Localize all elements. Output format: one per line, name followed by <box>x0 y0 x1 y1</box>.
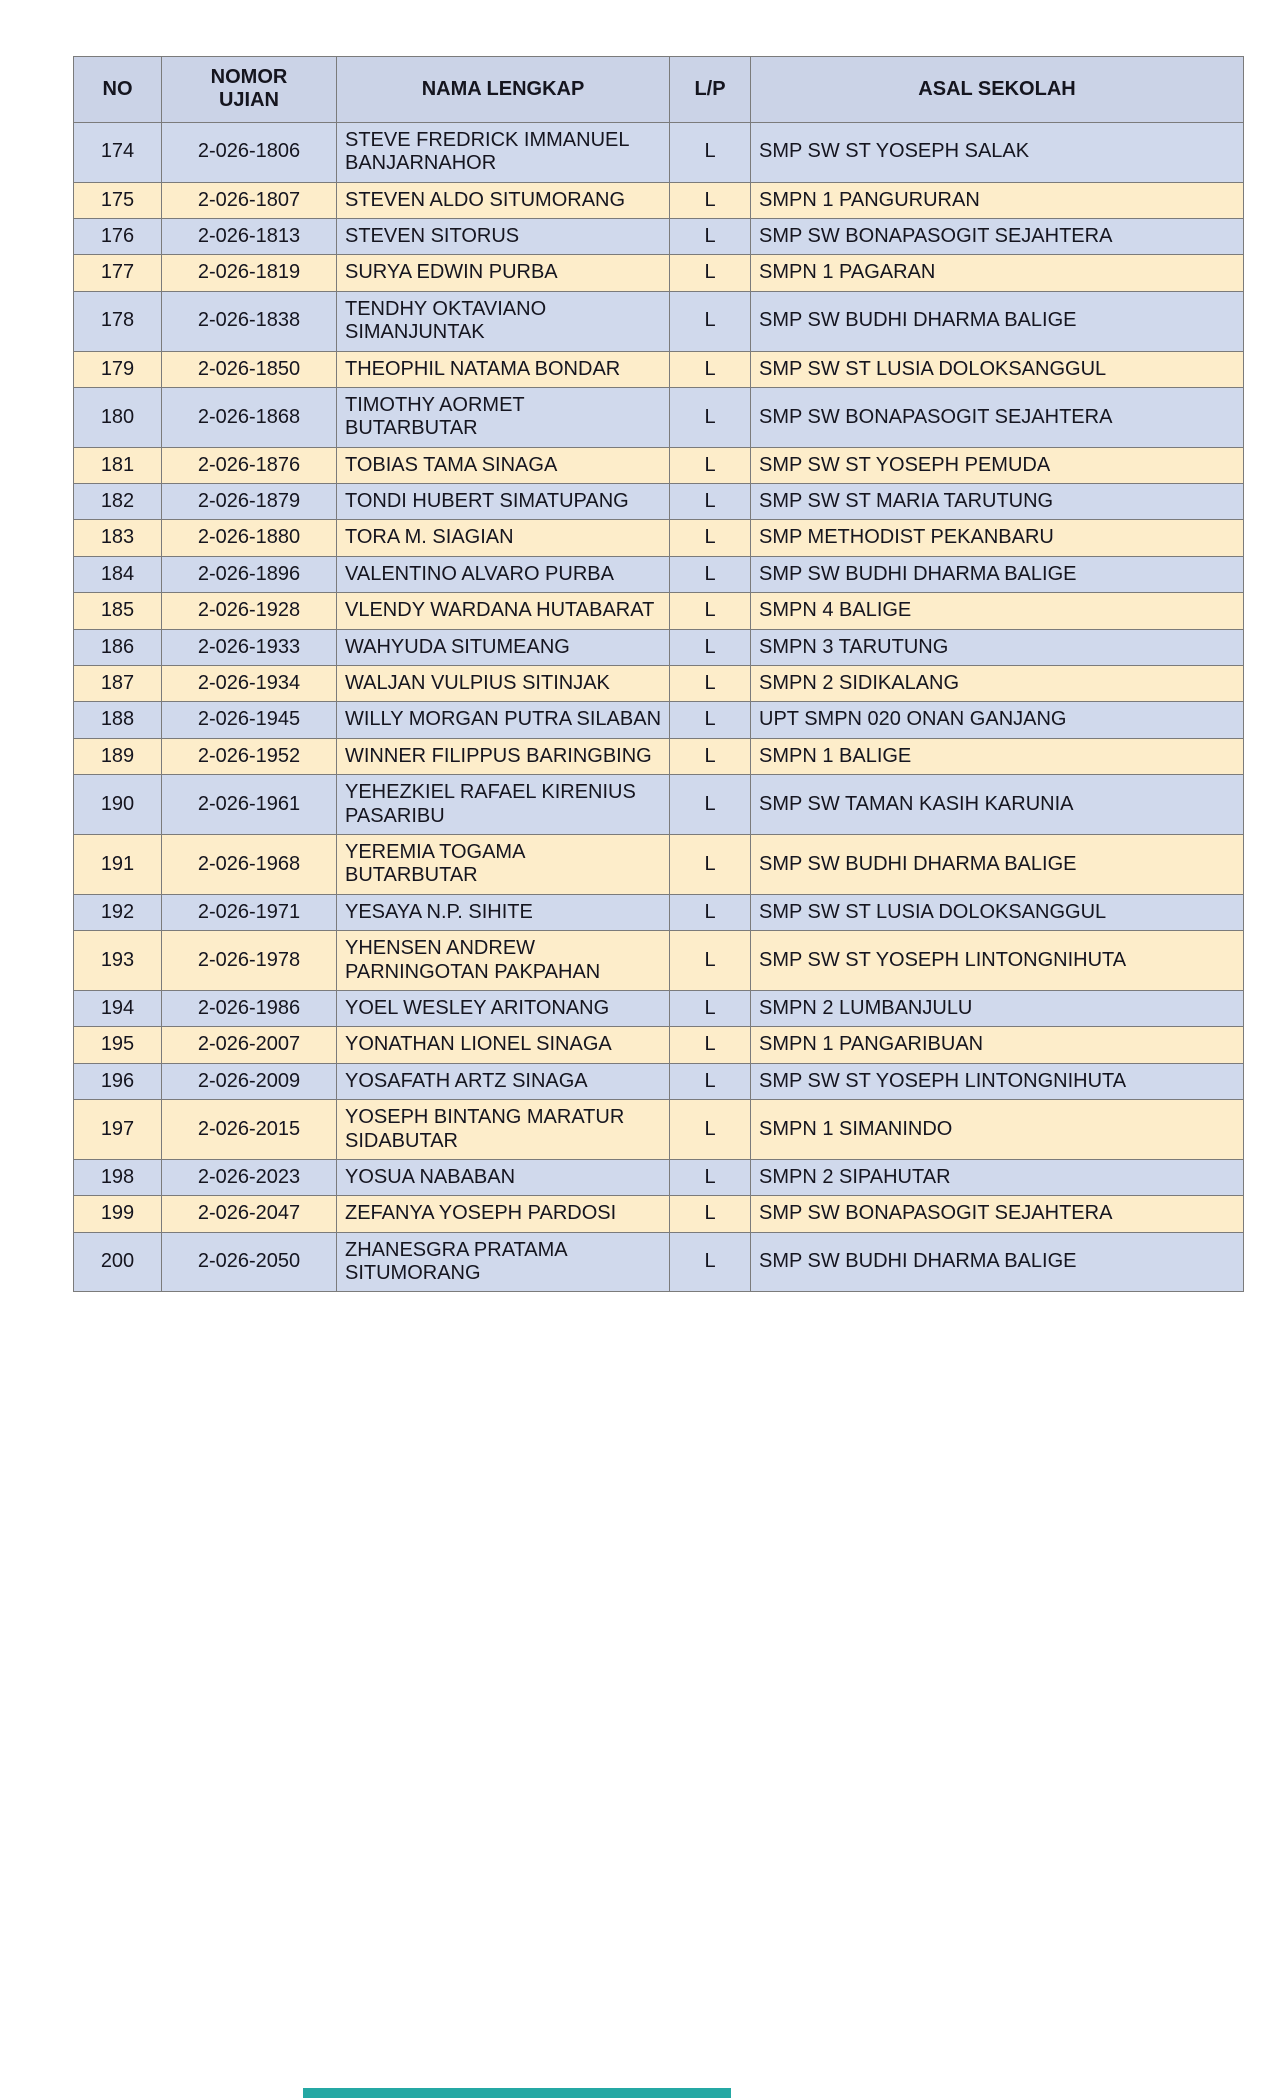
cell-nomor-ujian: 2-026-1807 <box>162 182 337 218</box>
cell-no: 186 <box>74 629 162 665</box>
cell-asal-sekolah: SMP SW ST MARIA TARUTUNG <box>751 484 1244 520</box>
cell-nama-lengkap: YOSEPH BINTANG MARATUR SIDABUTAR <box>337 1100 670 1160</box>
cell-asal-sekolah: SMP SW ST YOSEPH PEMUDA <box>751 447 1244 483</box>
cell-no: 193 <box>74 931 162 991</box>
cell-lp: L <box>670 1232 751 1292</box>
cell-lp: L <box>670 556 751 592</box>
cell-nomor-ujian: 2-026-1868 <box>162 387 337 447</box>
cell-asal-sekolah: UPT SMPN 020 ONAN GANJANG <box>751 702 1244 738</box>
cell-nomor-ujian: 2-026-1978 <box>162 931 337 991</box>
cell-lp: L <box>670 629 751 665</box>
cell-lp: L <box>670 1159 751 1195</box>
cell-no: 180 <box>74 387 162 447</box>
table-row <box>74 1232 1244 1292</box>
cell-lp: L <box>670 1027 751 1063</box>
cell-nama-lengkap: TONDI HUBERT SIMATUPANG <box>337 484 670 520</box>
cell-no: 195 <box>74 1027 162 1063</box>
cell-no: 178 <box>74 291 162 351</box>
cell-lp: L <box>670 1100 751 1160</box>
students-table <box>73 56 1244 1292</box>
cell-no: 190 <box>74 775 162 835</box>
cell-nama-lengkap: WILLY MORGAN PUTRA SILABAN <box>337 702 670 738</box>
cell-no: 183 <box>74 520 162 556</box>
table-row <box>74 629 1244 665</box>
table-row <box>74 593 1244 629</box>
cell-nama-lengkap: YOSAFATH ARTZ SINAGA <box>337 1063 670 1099</box>
cell-nomor-ujian: 2-026-1850 <box>162 351 337 387</box>
cell-nama-lengkap: TIMOTHY AORMET BUTARBUTAR <box>337 387 670 447</box>
cell-nama-lengkap: YEREMIA TOGAMA BUTARBUTAR <box>337 834 670 894</box>
table-row <box>74 1100 1244 1160</box>
cell-nomor-ujian: 2-026-2015 <box>162 1100 337 1160</box>
cell-nomor-ujian: 2-026-1819 <box>162 255 337 291</box>
table-row <box>74 894 1244 930</box>
cell-nomor-ujian: 2-026-1971 <box>162 894 337 930</box>
cell-lp: L <box>670 894 751 930</box>
table-row <box>74 122 1244 182</box>
cell-asal-sekolah: SMP SW BONAPASOGIT SEJAHTERA <box>751 1196 1244 1232</box>
cell-no: 199 <box>74 1196 162 1232</box>
cell-asal-sekolah: SMP SW ST YOSEPH SALAK <box>751 122 1244 182</box>
header-cell-lp: L/P <box>670 57 751 123</box>
cell-nomor-ujian: 2-026-1945 <box>162 702 337 738</box>
header-label-nomor-ujian: NOMOR UJIAN <box>210 66 288 112</box>
cell-asal-sekolah: SMP SW ST LUSIA DOLOKSANGGUL <box>751 894 1244 930</box>
table-row <box>74 182 1244 218</box>
cell-lp: L <box>670 255 751 291</box>
cell-asal-sekolah: SMPN 2 SIDIKALANG <box>751 666 1244 702</box>
cell-nama-lengkap: STEVE FREDRICK IMMANUEL BANJARNAHOR <box>337 122 670 182</box>
cell-lp: L <box>670 520 751 556</box>
cell-nomor-ujian: 2-026-2009 <box>162 1063 337 1099</box>
cell-nama-lengkap: STEVEN SITORUS <box>337 218 670 254</box>
cell-no: 182 <box>74 484 162 520</box>
cell-asal-sekolah: SMP SW BUDHI DHARMA BALIGE <box>751 834 1244 894</box>
cell-no: 194 <box>74 990 162 1026</box>
table-row <box>74 1063 1244 1099</box>
cell-asal-sekolah: SMP SW BONAPASOGIT SEJAHTERA <box>751 218 1244 254</box>
cell-nomor-ujian: 2-026-1838 <box>162 291 337 351</box>
footer-accent-bar <box>303 2088 731 2098</box>
table-row <box>74 775 1244 835</box>
cell-asal-sekolah: SMP SW TAMAN KASIH KARUNIA <box>751 775 1244 835</box>
cell-nama-lengkap: WAHYUDA SITUMEANG <box>337 629 670 665</box>
cell-no: 196 <box>74 1063 162 1099</box>
cell-lp: L <box>670 593 751 629</box>
cell-nama-lengkap: YESAYA N.P. SIHITE <box>337 894 670 930</box>
cell-nama-lengkap: VALENTINO ALVARO PURBA <box>337 556 670 592</box>
cell-lp: L <box>670 122 751 182</box>
cell-lp: L <box>670 182 751 218</box>
table-row <box>74 990 1244 1026</box>
cell-no: 189 <box>74 738 162 774</box>
cell-nama-lengkap: TOBIAS TAMA SINAGA <box>337 447 670 483</box>
table-row <box>74 738 1244 774</box>
cell-nomor-ujian: 2-026-1952 <box>162 738 337 774</box>
cell-nomor-ujian: 2-026-2050 <box>162 1232 337 1292</box>
cell-no: 181 <box>74 447 162 483</box>
cell-asal-sekolah: SMPN 4 BALIGE <box>751 593 1244 629</box>
cell-no: 187 <box>74 666 162 702</box>
cell-nomor-ujian: 2-026-1928 <box>162 593 337 629</box>
cell-lp: L <box>670 990 751 1026</box>
cell-asal-sekolah: SMPN 1 PAGARAN <box>751 255 1244 291</box>
table-row <box>74 1196 1244 1232</box>
cell-no: 185 <box>74 593 162 629</box>
cell-nomor-ujian: 2-026-1813 <box>162 218 337 254</box>
cell-nama-lengkap: TENDHY OKTAVIANO SIMANJUNTAK <box>337 291 670 351</box>
cell-no: 191 <box>74 834 162 894</box>
cell-nomor-ujian: 2-026-1880 <box>162 520 337 556</box>
cell-nama-lengkap: WINNER FILIPPUS BARINGBING <box>337 738 670 774</box>
cell-lp: L <box>670 775 751 835</box>
cell-nama-lengkap: ZEFANYA YOSEPH PARDOSI <box>337 1196 670 1232</box>
cell-nama-lengkap: VLENDY WARDANA HUTABARAT <box>337 593 670 629</box>
cell-nomor-ujian: 2-026-1961 <box>162 775 337 835</box>
cell-asal-sekolah: SMPN 1 PANGARIBUAN <box>751 1027 1244 1063</box>
cell-nomor-ujian: 2-026-1986 <box>162 990 337 1026</box>
cell-nama-lengkap: TORA M. SIAGIAN <box>337 520 670 556</box>
cell-asal-sekolah: SMP SW BUDHI DHARMA BALIGE <box>751 1232 1244 1292</box>
table-row <box>74 1159 1244 1195</box>
cell-nama-lengkap: STEVEN ALDO SITUMORANG <box>337 182 670 218</box>
table-header <box>74 57 1244 123</box>
table-row <box>74 556 1244 592</box>
table-row <box>74 255 1244 291</box>
cell-no: 197 <box>74 1100 162 1160</box>
cell-nama-lengkap: WALJAN VULPIUS SITINJAK <box>337 666 670 702</box>
cell-lp: L <box>670 387 751 447</box>
cell-no: 192 <box>74 894 162 930</box>
table-row <box>74 218 1244 254</box>
table-row <box>74 931 1244 991</box>
cell-nama-lengkap: SURYA EDWIN PURBA <box>337 255 670 291</box>
cell-nomor-ujian: 2-026-2047 <box>162 1196 337 1232</box>
cell-lp: L <box>670 484 751 520</box>
cell-no: 188 <box>74 702 162 738</box>
cell-nomor-ujian: 2-026-1879 <box>162 484 337 520</box>
table-row <box>74 834 1244 894</box>
table-row <box>74 666 1244 702</box>
cell-asal-sekolah: SMP METHODIST PEKANBARU <box>751 520 1244 556</box>
cell-no: 175 <box>74 182 162 218</box>
cell-no: 184 <box>74 556 162 592</box>
cell-nama-lengkap: YHENSEN ANDREW PARNINGOTAN PAKPAHAN <box>337 931 670 991</box>
cell-nomor-ujian: 2-026-2007 <box>162 1027 337 1063</box>
cell-lp: L <box>670 702 751 738</box>
cell-lp: L <box>670 738 751 774</box>
cell-nomor-ujian: 2-026-1876 <box>162 447 337 483</box>
cell-lp: L <box>670 1196 751 1232</box>
table-row <box>74 702 1244 738</box>
cell-lp: L <box>670 1063 751 1099</box>
cell-nomor-ujian: 2-026-1896 <box>162 556 337 592</box>
cell-nomor-ujian: 2-026-2023 <box>162 1159 337 1195</box>
table-body <box>74 122 1244 1292</box>
cell-nama-lengkap: YOSUA NABABAN <box>337 1159 670 1195</box>
cell-asal-sekolah: SMP SW ST YOSEPH LINTONGNIHUTA <box>751 1063 1244 1099</box>
cell-nomor-ujian: 2-026-1933 <box>162 629 337 665</box>
cell-nama-lengkap: YOEL WESLEY ARITONANG <box>337 990 670 1026</box>
cell-asal-sekolah: SMPN 3 TARUTUNG <box>751 629 1244 665</box>
table-row <box>74 351 1244 387</box>
cell-no: 198 <box>74 1159 162 1195</box>
cell-no: 174 <box>74 122 162 182</box>
cell-asal-sekolah: SMP SW ST LUSIA DOLOKSANGGUL <box>751 351 1244 387</box>
cell-nama-lengkap: ZHANESGRA PRATAMA SITUMORANG <box>337 1232 670 1292</box>
cell-nomor-ujian: 2-026-1806 <box>162 122 337 182</box>
cell-asal-sekolah: SMPN 1 SIMANINDO <box>751 1100 1244 1160</box>
table-row <box>74 520 1244 556</box>
cell-asal-sekolah: SMP SW BONAPASOGIT SEJAHTERA <box>751 387 1244 447</box>
cell-no: 176 <box>74 218 162 254</box>
cell-no: 179 <box>74 351 162 387</box>
header-cell-nama-lengkap: NAMA LENGKAP <box>337 57 670 123</box>
header-cell-nomor-ujian <box>162 57 337 123</box>
cell-asal-sekolah: SMPN 2 SIPAHUTAR <box>751 1159 1244 1195</box>
cell-nama-lengkap: THEOPHIL NATAMA BONDAR <box>337 351 670 387</box>
table-row <box>74 484 1244 520</box>
cell-asal-sekolah: SMP SW BUDHI DHARMA BALIGE <box>751 291 1244 351</box>
header-cell-no: NO <box>74 57 162 123</box>
cell-nama-lengkap: YONATHAN LIONEL SINAGA <box>337 1027 670 1063</box>
table-row <box>74 447 1244 483</box>
table-row <box>74 1027 1244 1063</box>
table-row <box>74 291 1244 351</box>
cell-lp: L <box>670 291 751 351</box>
cell-lp: L <box>670 351 751 387</box>
cell-asal-sekolah: SMP SW ST YOSEPH LINTONGNIHUTA <box>751 931 1244 991</box>
table-header-row <box>74 57 1244 123</box>
cell-asal-sekolah: SMPN 2 LUMBANJULU <box>751 990 1244 1026</box>
cell-nomor-ujian: 2-026-1934 <box>162 666 337 702</box>
cell-asal-sekolah: SMP SW BUDHI DHARMA BALIGE <box>751 556 1244 592</box>
cell-lp: L <box>670 218 751 254</box>
cell-lp: L <box>670 666 751 702</box>
cell-no: 200 <box>74 1232 162 1292</box>
header-cell-asal-sekolah: ASAL SEKOLAH <box>751 57 1244 123</box>
cell-no: 177 <box>74 255 162 291</box>
table-row <box>74 387 1244 447</box>
cell-lp: L <box>670 834 751 894</box>
cell-nomor-ujian: 2-026-1968 <box>162 834 337 894</box>
cell-lp: L <box>670 447 751 483</box>
cell-asal-sekolah: SMPN 1 PANGURURAN <box>751 182 1244 218</box>
cell-asal-sekolah: SMPN 1 BALIGE <box>751 738 1244 774</box>
cell-lp: L <box>670 931 751 991</box>
cell-nama-lengkap: YEHEZKIEL RAFAEL KIRENIUS PASARIBU <box>337 775 670 835</box>
